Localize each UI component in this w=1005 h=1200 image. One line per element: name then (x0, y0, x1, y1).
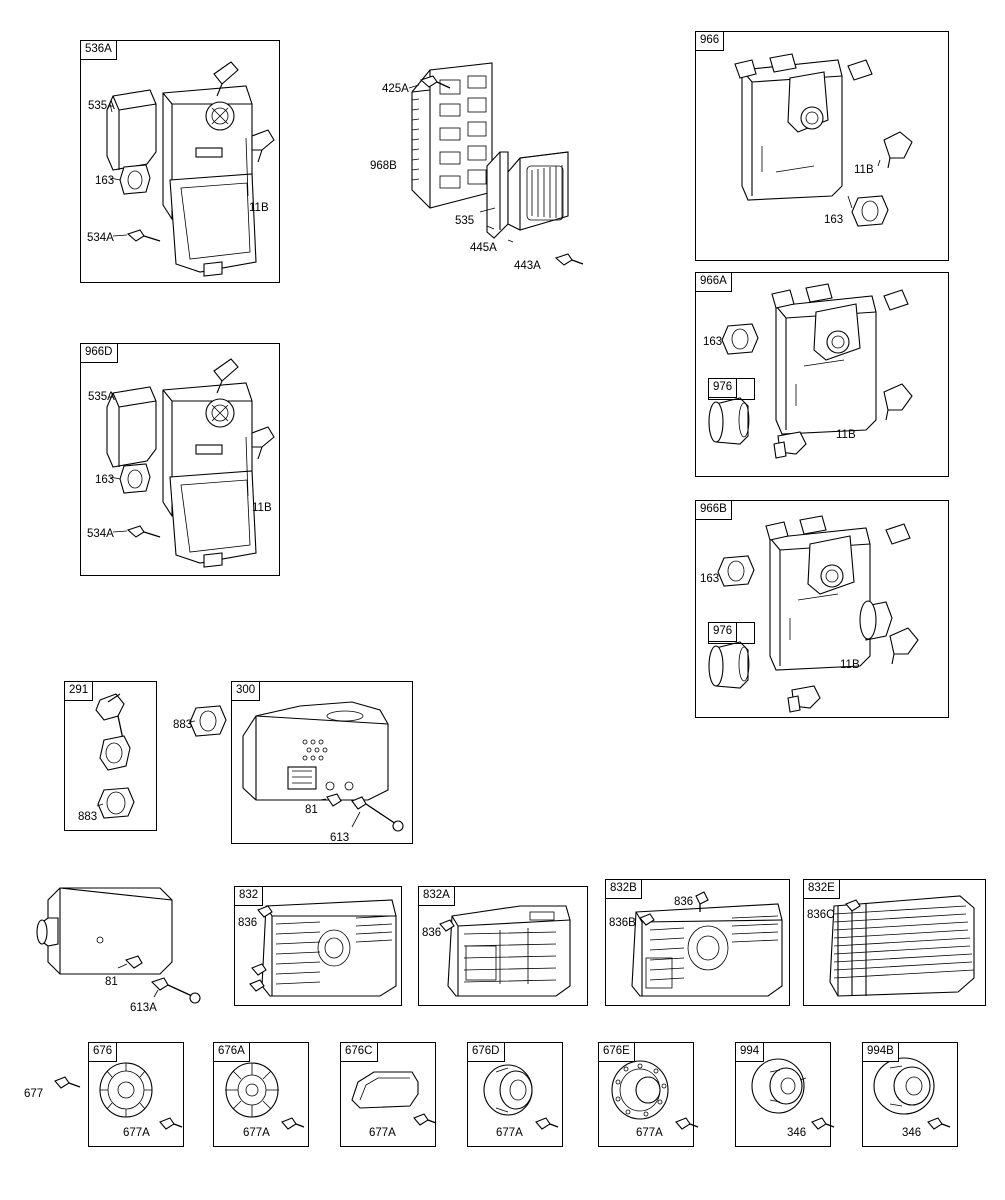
group-tag-676A: 676A (213, 1042, 250, 1062)
group-tag-676E: 676E (598, 1042, 635, 1062)
group-tag-966D: 966D (80, 343, 118, 363)
part-number-11B: 11B (854, 164, 874, 176)
part-number-534A: 534A (87, 528, 114, 540)
group-tag-832A: 832A (418, 886, 455, 906)
art-968B (409, 63, 583, 265)
part-number-535: 535 (455, 215, 475, 227)
part-group-300 (231, 681, 413, 844)
part-number-346: 346 (787, 1127, 807, 1139)
part-number-677A: 677A (636, 1127, 663, 1139)
group-tag-832: 832 (234, 886, 263, 906)
group-tag-832B: 832B (605, 879, 642, 899)
part-number-836C: 836C (807, 909, 835, 921)
group-tag-976: 976 (708, 622, 737, 642)
art-883-top (189, 706, 226, 736)
part-number-677: 677 (24, 1088, 44, 1100)
part-number-163: 163 (95, 474, 115, 486)
part-number-535A: 535A (88, 100, 115, 112)
group-tag-676D: 676D (467, 1042, 505, 1062)
part-number-346: 346 (902, 1127, 922, 1139)
group-tag-536A: 536A (80, 40, 117, 60)
group-tag-994: 994 (735, 1042, 764, 1062)
part-number-81: 81 (305, 804, 318, 816)
art-muffler-left (37, 888, 200, 1003)
group-tag-832E: 832E (803, 879, 840, 899)
part-group-966 (695, 31, 949, 261)
group-tag-976: 976 (708, 378, 737, 398)
group-tag-291: 291 (64, 681, 93, 701)
part-number-163: 163 (703, 336, 723, 348)
part-number-836: 836 (238, 917, 258, 929)
art-677 (55, 1077, 80, 1088)
part-group-966A (695, 272, 949, 477)
part-number-425A: 425A (382, 83, 409, 95)
part-number-883: 883 (173, 719, 193, 731)
part-number-836B: 836B (609, 917, 636, 929)
part-number-11B: 11B (840, 659, 860, 671)
part-group-966D (80, 343, 280, 576)
part-number-445A: 445A (470, 242, 497, 254)
part-number-11B: 11B (249, 202, 269, 214)
part-number-81: 81 (105, 976, 118, 988)
part-number-11B: 11B (836, 429, 856, 441)
part-number-613A: 613A (130, 1002, 157, 1014)
part-number-677A: 677A (123, 1127, 150, 1139)
part-number-968B: 968B (370, 160, 397, 172)
part-number-443A: 443A (514, 260, 541, 272)
part-number-883: 883 (78, 811, 98, 823)
group-tag-676: 676 (88, 1042, 117, 1062)
part-number-836: 836 (422, 927, 442, 939)
group-tag-676C: 676C (340, 1042, 378, 1062)
part-number-677A: 677A (369, 1127, 396, 1139)
part-number-535A: 535A (88, 391, 115, 403)
part-number-836: 836 (674, 896, 694, 908)
group-tag-994B: 994B (862, 1042, 899, 1062)
part-number-613: 613 (330, 832, 350, 844)
group-tag-300: 300 (231, 681, 260, 701)
part-number-11B: 11B (252, 502, 272, 514)
part-number-163: 163 (824, 214, 844, 226)
part-number-677A: 677A (243, 1127, 270, 1139)
part-group-536A (80, 40, 280, 283)
part-number-534A: 534A (87, 232, 114, 244)
group-tag-966B: 966B (695, 500, 732, 520)
group-tag-966A: 966A (695, 272, 732, 292)
part-group-966B (695, 500, 949, 718)
part-group-291 (64, 681, 157, 831)
part-number-677A: 677A (496, 1127, 523, 1139)
group-tag-966: 966 (695, 31, 724, 51)
part-number-163: 163 (95, 175, 115, 187)
part-number-163: 163 (700, 573, 720, 585)
